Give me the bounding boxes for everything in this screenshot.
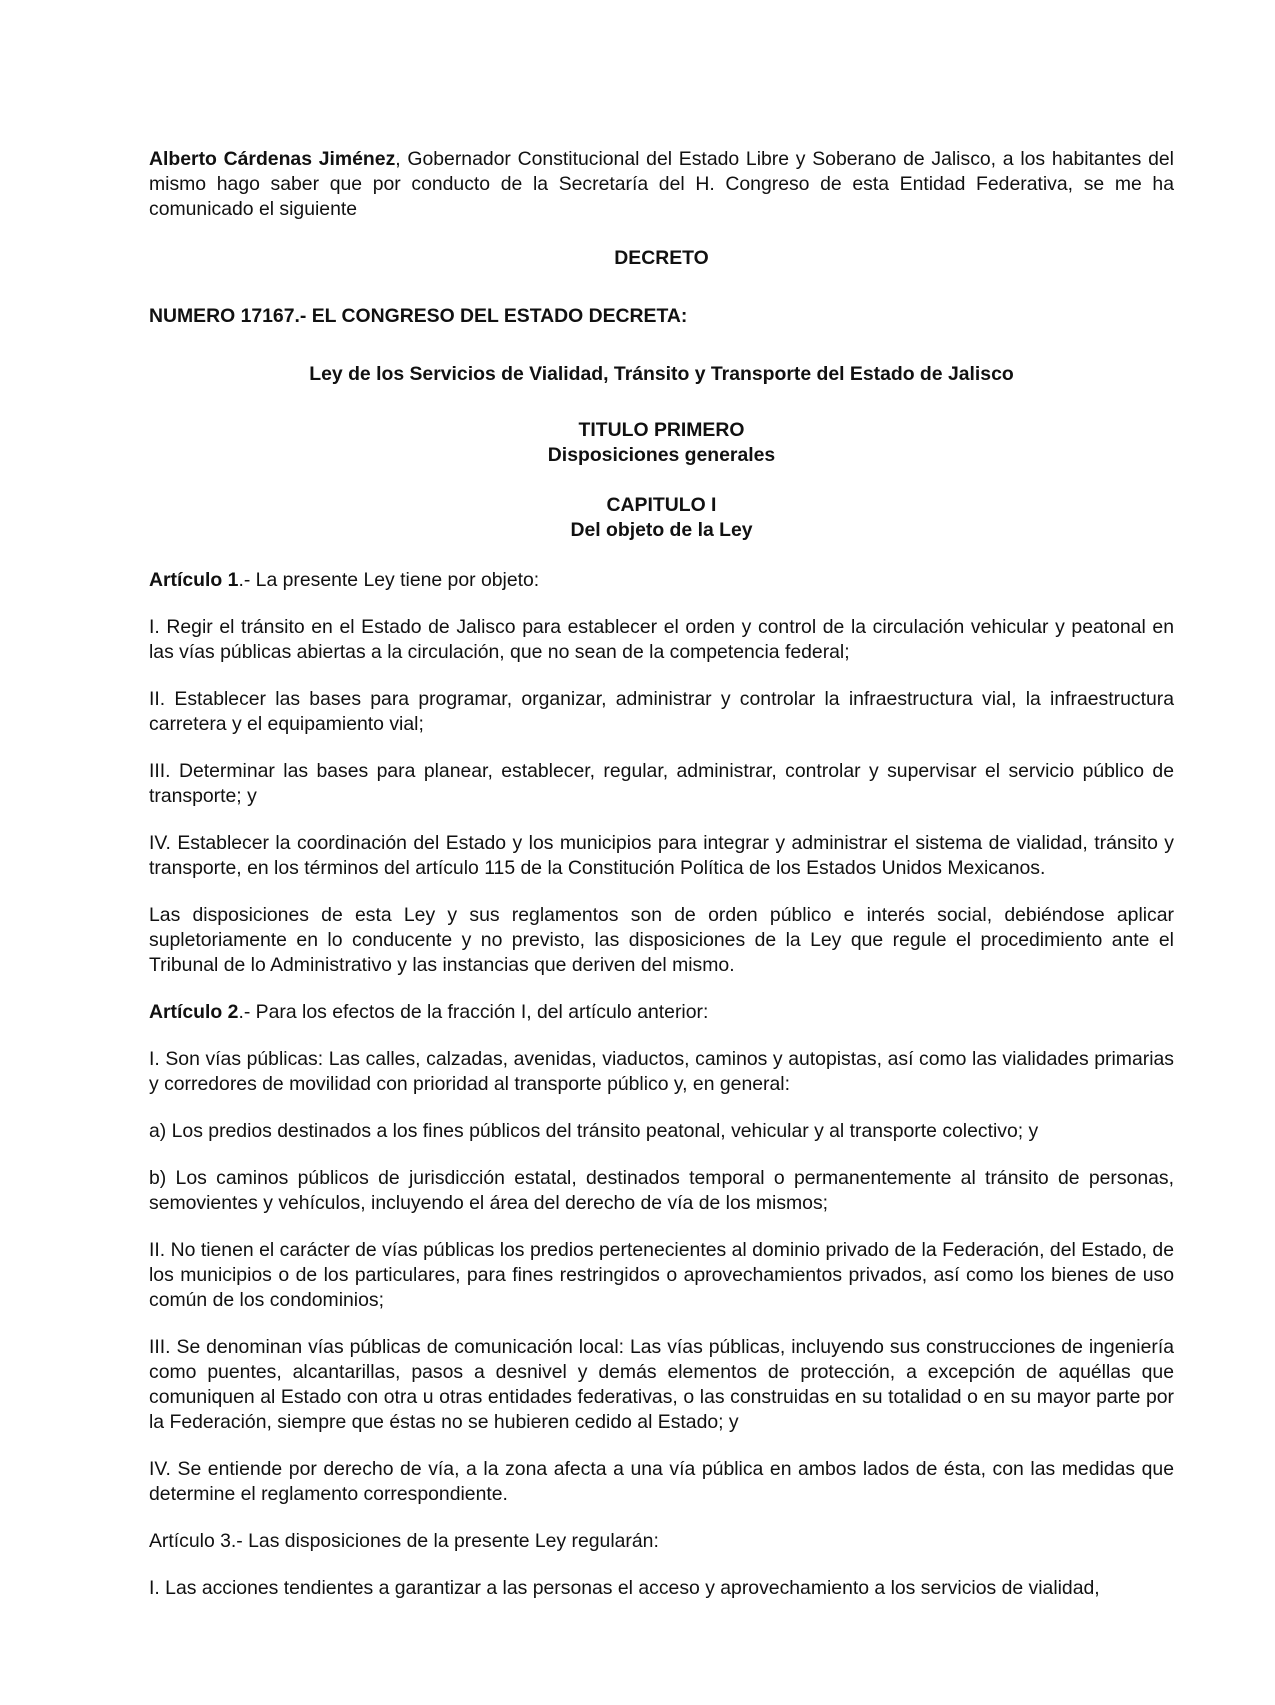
articulo-2-label: Artículo 2 bbox=[149, 1001, 239, 1023]
articulo-2-fraccion-i: I. Son vías públicas: Las calles, calzadas, avenidas, viaductos, caminos y autopistas, así como las vialidades primarias y corredores de movilidad con prioridad al transporte público y, en general: bbox=[149, 1048, 1174, 1095]
articulo-2-intro-text: .- Para los efectos de la fracción I, del artículo anterior: bbox=[238, 1001, 709, 1023]
intro-text: , Gobernador Constitucional del Estado Libre y Soberano de Jalisco, a los habitantes del mismo hago saber que por conducto de la Secretaría del H. Congreso de esta Entidad Federativa, se me ha comunicado el siguiente bbox=[149, 148, 1174, 220]
articulo-2-fraccion-ii: II. No tienen el carácter de vías públicas los predios pertenecientes al dominio privado de la Federación, del Estado, de los municipios o de los particulares, para fines restringidos o aprovechamientos privados, así como los bienes de uso común de los condominios; bbox=[149, 1239, 1174, 1311]
decreto-heading: DECRETO bbox=[614, 247, 709, 269]
articulo-1-fraccion-i: I. Regir el tránsito en el Estado de Jalisco para establecer el orden y control de la circulación vehicular y peatonal en las vías públicas abiertas a la circulación, que no sean de la competencia federal; bbox=[149, 616, 1174, 663]
articulo-1-intro-text: .- La presente Ley tiene por objeto: bbox=[238, 569, 540, 591]
titulo-name: Disposiciones generales bbox=[547, 444, 776, 466]
decreto-number: NUMERO 17167.- EL CONGRESO DEL ESTADO DECRETA: bbox=[149, 305, 688, 327]
articulo-2-fraccion-iii: III. Se denominan vías públicas de comunicación local: Las vías públicas, incluyendo sus construcciones de ingeniería como puentes, alcantarillas, pasos a desnivel y demás elementos de protección, a excepción de aquéllas que comuniquen al Estado con otra u otras entidades federativas, o las construidas en su totalidad o en su mayor parte por la Federación, siempre que éstas no se hubieren cedido al Estado; y bbox=[149, 1336, 1174, 1433]
articulo-1-fraccion-iv: IV. Establecer la coordinación del Estado y los municipios para integrar y administrar el sistema de vialidad, tránsito y transporte, en los términos del artículo 115 de la Constitución Política de los Estados Unidos Mexicanos. bbox=[149, 832, 1174, 879]
articulo-3-intro: Artículo 3.- Las disposiciones de la presente Ley regularán: bbox=[149, 1530, 659, 1552]
titulo-heading bbox=[149, 418, 1174, 468]
articulo-1-intro bbox=[149, 568, 1174, 593]
intro-paragraph bbox=[149, 147, 1174, 222]
law-title: Ley de los Servicios de Vialidad, Tránsito y Transporte del Estado de Jalisco bbox=[309, 363, 1014, 385]
capitulo-name: Del objeto de la Ley bbox=[570, 519, 753, 541]
capitulo-heading bbox=[149, 493, 1174, 543]
articulo-1-label: Artículo 1 bbox=[149, 569, 239, 591]
articulo-2-fraccion-iv: IV. Se entiende por derecho de vía, a la zona afecta a una vía pública en ambos lados de ésta, con las medidas que determine el reglamento correspondiente. bbox=[149, 1458, 1174, 1505]
governor-name: Alberto Cárdenas Jiménez bbox=[149, 148, 396, 170]
articulo-1-fraccion-ii: II. Establecer las bases para programar, organizar, administrar y controlar la infraestructura vial, la infraestructura carretera y el equipamiento vial; bbox=[149, 688, 1174, 735]
capitulo-label: CAPITULO I bbox=[606, 494, 717, 516]
document-page bbox=[149, 147, 1174, 1601]
titulo-label: TITULO PRIMERO bbox=[578, 419, 745, 441]
articulo-2-intro bbox=[149, 1000, 1174, 1025]
articulo-2-inciso-b: b) Los caminos públicos de jurisdicción estatal, destinados temporal o permanentemente al tránsito de personas, semovientes y vehículos, incluyendo el área del derecho de vía de los mismos; bbox=[149, 1167, 1174, 1214]
articulo-2-inciso-a: a) Los predios destinados a los fines públicos del tránsito peatonal, vehicular y al transporte colectivo; y bbox=[149, 1120, 1039, 1142]
articulo-1-closing: Las disposiciones de esta Ley y sus reglamentos son de orden público e interés social, debiéndose aplicar supletoriamente en lo conducente y no previsto, las disposiciones de la Ley que regule el procedimiento ante el Tribunal de lo Administrativo y las instancias que deriven del mismo. bbox=[149, 904, 1174, 976]
articulo-1-fraccion-iii: III. Determinar las bases para planear, establecer, regular, administrar, controlar y supervisar el servicio público de transporte; y bbox=[149, 760, 1174, 807]
articulo-3-fraccion-i: I. Las acciones tendientes a garantizar a las personas el acceso y aprovechamiento a los servicios de vialidad, bbox=[149, 1577, 1100, 1599]
